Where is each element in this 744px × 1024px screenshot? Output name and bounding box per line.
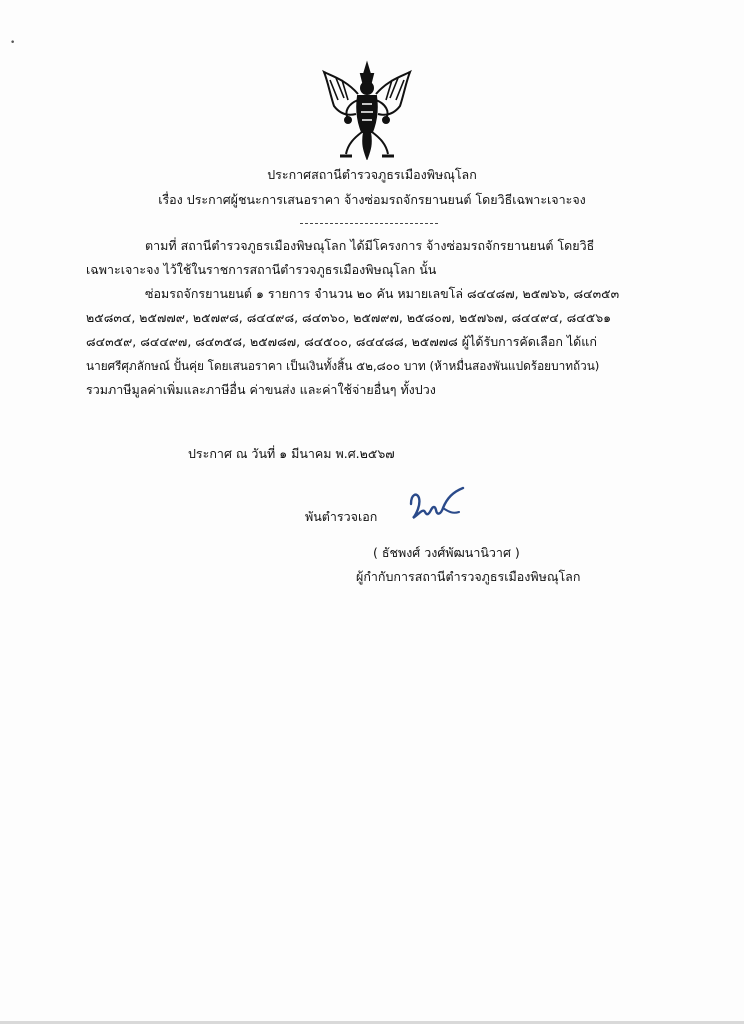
garuda-emblem-icon — [318, 60, 416, 160]
body-line-7: รวมภาษีมูลค่าเพิ่มและภาษีอื่น ค่าขนส่ง และค่าใช้จ่ายอื่นๆ ทั้งปวง — [86, 382, 436, 397]
body-line-3: ซ่อมรถจักรยานยนต์ ๑ รายการ จำนวน ๒๐ คัน หมายเลขโล่ ๘๔๔๘๗, ๒๕๗๖๖, ๘๔๓๕๓ — [145, 286, 620, 301]
signatory-position: ผู้กำกับการสถานีตำรวจภูธรเมืองพิษณุโลก — [356, 569, 581, 584]
scan-speck-icon: • — [10, 38, 16, 48]
handwritten-signature-icon — [405, 484, 473, 526]
signatory-rank: พันตำรวจเอก — [305, 509, 378, 524]
announcement-date: ประกาศ ณ วันที่ ๑ มีนาคม พ.ศ.๒๕๖๗ — [188, 446, 395, 461]
announcement-subject: เรื่อง ประกาศผู้ชนะการเสนอราคา จ้างซ่อมรถจักรยานยนต์ โดยวิธีเฉพาะเจาะจง — [158, 192, 586, 207]
body-line-1: ตามที่ สถานีตำรวจภูธรเมืองพิษณุโลก ได้มีโครงการ จ้างซ่อมรถจักรยานยนต์ โดยวิธี — [145, 238, 595, 253]
body-line-4: ๒๕๘๓๔, ๒๕๗๗๙, ๒๕๗๙๘, ๘๔๔๙๘, ๘๔๓๖๐, ๒๕๗๙๗, ๒๕๘๐๗, ๒๕๗๖๗, ๘๔๔๙๔, ๘๔๕๖๑ — [86, 310, 612, 325]
body-line-5: ๘๔๓๕๙, ๘๔๔๙๗, ๘๔๓๕๘, ๒๕๗๘๗, ๘๔๕๐๐, ๘๔๔๘๘, ๒๕๗๗๘ ผู้ได้รับการคัดเลือก ได้แก่ — [86, 334, 597, 349]
body-line-2: เฉพาะเจาะจง ไว้ใช้ในราชการสถานีตำรวจภูธรเมืองพิษณุโลก นั้น — [86, 262, 437, 277]
body-line-6: นายศรีศุภลักษณ์ ปั้นคุ่ย โดยเสนอราคา เป็นเงินทั้งสิ้น ๕๒,๘๐๐ บาท (ห้าหมื่นสองพันแปดร้อยบาทถ้วน) — [86, 359, 600, 373]
signatory-name: ( ธัชพงศ์ วงศ์พัฒนานิวาศ ) — [373, 545, 520, 560]
announcement-title: ประกาศสถานีตำรวจภูธรเมืองพิษณุโลก — [267, 167, 477, 182]
header-divider — [300, 223, 438, 224]
